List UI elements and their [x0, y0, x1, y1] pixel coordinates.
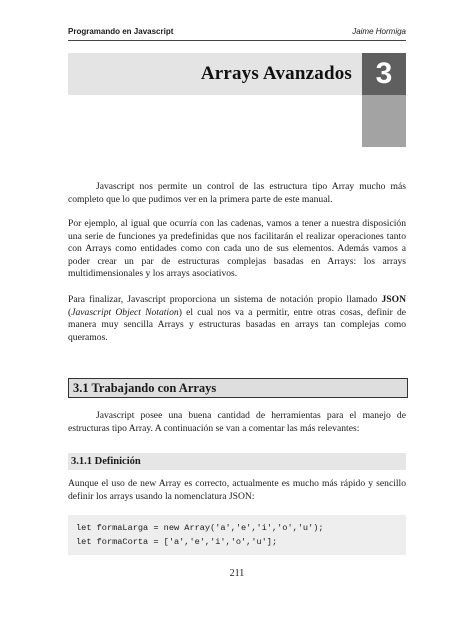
subsection-heading: 3.1.1 Definición [68, 453, 406, 470]
json-expansion: Javascript Object Notation [71, 306, 179, 318]
intro-paragraph-3 [68, 294, 406, 344]
author-name: Jaime Hormiga [352, 27, 406, 36]
intro-paragraph-2: Por ejemplo, al igual que ocurría con las cadenas, vamos a tener a nuestra disposición una serie de funciones ya predefinidas que nos facilitarán el realizar operaciones tanto con Arrays como entidades como con cada uno de sus elementos. Además vamos a poder crear un par de estructuras complejas basadas en Arrays: los arrays multidimensionales y los arrays asociativos. [68, 218, 406, 279]
chapter-title: Arrays Avanzados [200, 63, 352, 84]
chapter-number: 3 [362, 53, 406, 95]
running-header [68, 25, 406, 41]
book-title: Programando en Javascript [68, 27, 174, 36]
chapter-decorative-bar [362, 95, 406, 147]
intro-p3-text-after: ) el cual nos va a permitir, entre otras cosas, definir de manera muy sencilla Arrays y estructuras basadas en arrays tan complejas como queramos. [68, 306, 407, 343]
subsection-paragraph: Aunque el uso de new Array es correcto, actualmente es mucho más rápido y sencillo definir los arrays usando la nomenclatura JSON: [68, 478, 406, 502]
section-heading: 3.1 Trabajando con Arrays [68, 378, 408, 398]
json-term: JSON [381, 294, 406, 305]
code-line-1: let formaLarga = new Array('a','e','i','o','u'); [76, 523, 324, 533]
code-line-2: let formaCorta = ['a','e','i','o','u']; [76, 537, 278, 547]
intro-p3-paren: ( [68, 306, 72, 318]
intro-p3-text-before: Para finalizar, Javascript proporciona un sistema de notación propio llamado [68, 294, 382, 305]
section-paragraph: Javascript posee una buena cantidad de herramientas para el manejo de estructuras tipo Array. A continuación se van a comentar las más relevantes: [68, 410, 406, 434]
code-block [68, 515, 406, 555]
page-number: 211 [229, 568, 245, 579]
intro-paragraph-1: Javascript nos permite un control de las estructura tipo Array mucho más completo que lo que pudimos ver en la primera parte de este manual. [68, 181, 406, 205]
